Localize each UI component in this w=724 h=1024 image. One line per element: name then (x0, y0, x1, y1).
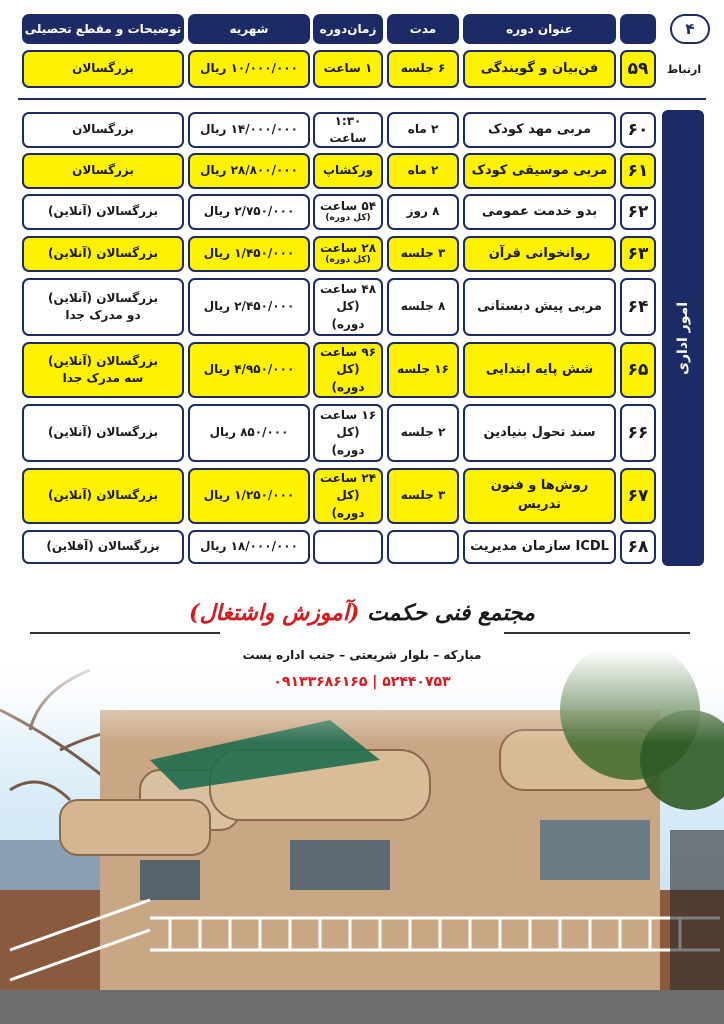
row-66-title: سند تحول بنیادین (463, 404, 616, 462)
row-67-time-main: ۲۴ ساعت (319, 470, 377, 485)
row-63-time (313, 236, 383, 272)
section-divider (18, 98, 706, 100)
row-64-time (313, 278, 383, 336)
row-64-notes (22, 278, 184, 336)
row-59-title: فن‌بیان و گویندگی (463, 50, 616, 88)
row-64-notes-extra: دو مدرک جدا (65, 308, 141, 322)
row-68-title: ICDL سازمان مدیریت (463, 530, 616, 564)
row-60-title: مربی مهد کودک (463, 112, 616, 148)
brand-title (180, 600, 544, 644)
row-60-duration: ۲ ماه (387, 112, 459, 148)
row-68-notes: بزرگسالان (آفلاین) (22, 530, 184, 564)
address: مبارکه – بلوار شریعتی – جنب اداره پست (242, 648, 482, 662)
row-65-notes (22, 342, 184, 398)
phone-numbers: ۵۲۴۴۰۷۵۳ | ۰۹۱۳۳۶۸۶۱۶۵ (273, 674, 451, 690)
row-68-tuition: ۱۸/۰۰۰/۰۰۰ ریال (188, 530, 310, 564)
row-62-title: بدو خدمت عمومی (463, 194, 616, 230)
row-62-number: ۶۲ (620, 194, 656, 230)
row-66-duration: ۲ جلسه (387, 404, 459, 462)
row-59-time: ۱ ساعت (313, 50, 383, 88)
row-63-time-note: (کل دوره) (325, 255, 371, 266)
row-61-time: ورکشاپ (313, 153, 383, 189)
row-65-duration: ۱۶ جلسه (387, 342, 459, 398)
row-68-time (313, 530, 383, 564)
header-course-time: زمان‌دوره (313, 14, 383, 44)
row-63-duration: ۳ جلسه (387, 236, 459, 272)
header-number (620, 14, 656, 44)
row-61-title: مربی موسیقی کودک (463, 153, 616, 189)
row-67-tuition: ۱/۲۵۰/۰۰۰ ریال (188, 468, 310, 524)
building-photo (0, 650, 724, 1024)
row-59-duration: ۶ جلسه (387, 50, 459, 88)
row-64-title: مربی پیش دبستانی (463, 278, 616, 336)
brand-sub: (آموزش واشتغال) (189, 600, 360, 626)
row-60-notes: بزرگسالان (22, 112, 184, 148)
row-67-title: روش‌ها و فنون تدریس (463, 468, 616, 524)
row-65-time-note: (کل دوره) (331, 362, 365, 394)
row-63-tuition: ۱/۴۵۰/۰۰۰ ریال (188, 236, 310, 272)
row-61-duration: ۲ ماه (387, 153, 459, 189)
row-66-time-main: ۱۶ ساعت (319, 407, 377, 422)
row-65-notes-main: بزرگسالان (آنلاین) (48, 353, 158, 368)
row-61-tuition: ۲۸/۸۰۰/۰۰۰ ریال (188, 153, 310, 189)
page-number-badge: ۴ (670, 14, 710, 44)
row-63-title: روانخوانی قرآن (463, 236, 616, 272)
row-62-time-main: ۵۴ ساعت (319, 199, 377, 214)
row-62-notes: بزرگسالان (آنلاین) (22, 194, 184, 230)
row-65-number: ۶۵ (620, 342, 656, 398)
row-64-duration: ۸ جلسه (387, 278, 459, 336)
row-62-time (313, 194, 383, 230)
row-60-tuition: ۱۴/۰۰۰/۰۰۰ ریال (188, 112, 310, 148)
row-63-number: ۶۳ (620, 236, 656, 272)
row-60-time: ۱:۳۰ ساعت (313, 112, 383, 148)
row-65-time-main: ۹۶ ساعت (319, 344, 377, 359)
row-65-notes-extra: سه مدرک جدا (62, 371, 144, 385)
row-64-notes-main: بزرگسالان (آنلاین) (48, 290, 158, 305)
group-label-admin: امور اداری (662, 110, 704, 566)
row-66-number: ۶۶ (620, 404, 656, 462)
row-60-number: ۶۰ (620, 112, 656, 148)
row-63-notes: بزرگسالان (آنلاین) (22, 236, 184, 272)
row-67-time (313, 468, 383, 524)
row-66-tuition: ۸۵۰/۰۰۰ ریال (188, 404, 310, 462)
row-65-time (313, 342, 383, 398)
row-66-time-note: (کل دوره) (331, 425, 365, 457)
row-64-time-note: (کل دوره) (331, 299, 365, 331)
row-67-duration: ۳ جلسه (387, 468, 459, 524)
row-66-time (313, 404, 383, 462)
row-66-notes: بزرگسالان (آنلاین) (22, 404, 184, 462)
header-title: عنوان دوره (463, 14, 616, 44)
row-59-number: ۵۹ (620, 50, 656, 88)
row-61-number: ۶۱ (620, 153, 656, 189)
row-63-time-main: ۲۸ ساعت (319, 241, 377, 256)
row-65-tuition: ۴/۹۵۰/۰۰۰ ریال (188, 342, 310, 398)
row-64-tuition: ۲/۴۵۰/۰۰۰ ریال (188, 278, 310, 336)
row-65-title: شش پایه ابتدایی (463, 342, 616, 398)
row-68-duration (387, 530, 459, 564)
row-62-duration: ۸ روز (387, 194, 459, 230)
row-67-time-note: (کل دوره) (331, 488, 365, 520)
row-64-time-main: ۴۸ ساعت (319, 281, 377, 296)
header-duration: مدت (387, 14, 459, 44)
row-64-number: ۶۴ (620, 278, 656, 336)
brand-main: مجتمع فنی حکمت (367, 600, 535, 626)
row-59-notes: بزرگسالان (22, 50, 184, 88)
row-62-tuition: ۲/۷۵۰/۰۰۰ ریال (188, 194, 310, 230)
row-61-notes: بزرگسالان (22, 153, 184, 189)
group-label-communication: ارتباط (666, 62, 702, 76)
row-62-time-note: (کل دوره) (325, 213, 371, 224)
header-tuition: شهریه (188, 14, 310, 44)
row-68-number: ۶۸ (620, 530, 656, 564)
header-notes: توضیحات و مقطع تحصیلی (22, 14, 184, 44)
row-59-tuition: ۱۰/۰۰۰/۰۰۰ ریال (188, 50, 310, 88)
row-67-notes: بزرگسالان (آنلاین) (22, 468, 184, 524)
row-67-number: ۶۷ (620, 468, 656, 524)
